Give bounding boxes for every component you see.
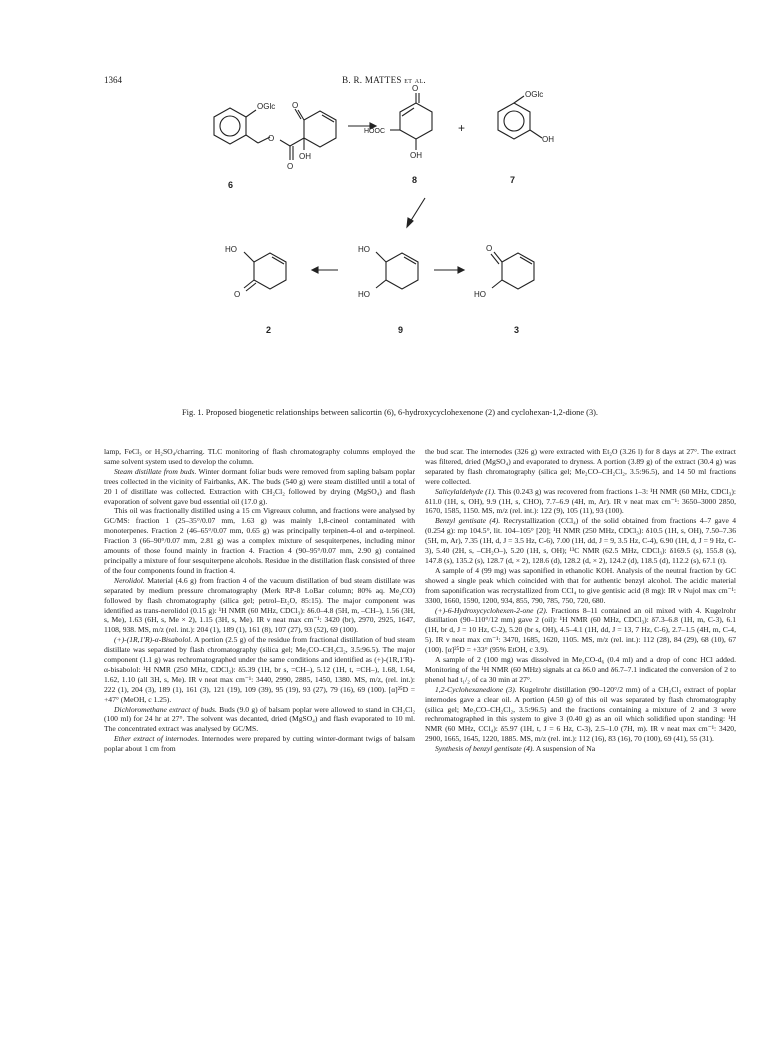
section-paragraph (425, 516, 736, 566)
paragraph-text: Fractions 8–11 contained an oil mixed with 4. Kugelrohr distillation (90–110°/12 mm) gave 2 (oil): ¹H NMR (60 MHz, CDCl₃): δ7.3–6.8 (1H, m, C-3), 6.1 (1H, br d, J = 10 Hz, C-2), 5.20 (br s, OH), 4.5–4.1 (1H, dd, J = 13, 7 Hz, C-6), 2.7–1.5 (4H, m, C-4, 5). IR ν neat max cm⁻¹: 3470, 1685, 1620, 1105. MS, m/z (rel. int.): 112 (28), 84 (29), 68 (10), 67 (100). [α]²⁵D = +33° (95% EtOH, c 3.9). (425, 605, 737, 655)
bond-oh-3 (492, 280, 502, 288)
bond-ogic-6 (246, 110, 256, 117)
label-oh-6: OH (299, 152, 311, 161)
section-heading: (+)-6-Hydroxycyclohexen-2-one (2). (435, 605, 548, 615)
page-number: 1364 (104, 75, 122, 85)
bond-ketone-double-2 (246, 283, 256, 291)
cyclohexenone-ring-6 (304, 111, 336, 147)
cyclohexene-ring-9 (386, 253, 418, 289)
cyclohexenone-ring-2 (254, 253, 286, 289)
structure-6 (214, 108, 336, 160)
label-ester-o-6: O (268, 134, 275, 143)
paragraph-text: This (0.243 g) was recovered from fractions 1–3: ¹H NMR (60 MHz, CDCl₃): δ11.0 (1H, s, OH), 9.9 (1H, s, CHO), 7.7–6.9 (4H, m, Ar). IR ν neat max cm⁻¹: 3650–3000 2850, 1670, 1585, 1150. MS, m/z (rel. int.): 122 (9), 105 (11), 93 (100). (425, 486, 736, 516)
aromatic-circle-6 (220, 116, 240, 136)
label-ho-bottom-9: HO (358, 290, 370, 299)
paragraph-text: Material (4.6 g) from fraction 4 of the vacuum distillation of bud steam distillate was separated by medium pressure chromatography (Merk RP-8 LoBar column; 80% aq. Me₂CO) followed by flash chromatography (silica gel; petrol–Et₂O, 85:15). The major component was identified as trans-nerolidol (0.15 g): ¹H NMR (60 MHz, CDCl₃): δ6.0–4.8 (5H, m, –CH–), 1.56 (3H, s, Me), 1.63 (6H, s, Me × 2), 1.15 (3H, s, Me). IR ν neat max cm⁻¹: 3420 (br), 2970, 2925, 1647, 1108, 938. MS, m/z (rel. int.): 204 (1), 189 (1), 161 (8), 107 (27), 93 (52), 69 (100). (104, 575, 415, 635)
bond-ester-6 (280, 140, 290, 146)
body-paragraph (425, 566, 736, 606)
paragraph-text: This oil was fractionally distilled using a 15 cm Vigreaux column, and fractions were analysed by GC/MS: fraction 1 (25–35°/0.07 mm, 1.63 g) was mainly 1,8-cineol contaminated with monoterpenes. Fraction 2 (46–65°/0.07 mm, 0.65 g) was principally terpinen-4-ol and α-terpineol. Fraction 3 (66–90°/0.07 mm, 2.81 g) was a complex mixture of sesquiterpenes, including minor amounts of those found mainly in fraction 4. Fraction 4 (90–95°/0.07 mm, 2.90 g) contained principally a mixture of four sesquiterpene alcohols. Residue in the distillation flask consisted of three of the four components found in fraction 4. (104, 506, 415, 575)
left-text-column (104, 447, 415, 754)
paragraph-text: A sample of 4 (99 mg) was saponified in ethanolic KOH. Analysis of the neutral fraction by GC showed a single peak which coincided with that for authentic benzyl alcohol. The acidic material from saponification was recrystallized from CCl₄ to give gentisic acid (8 mg): IR ν Nujol max cm⁻¹: 3300, 1660, 1590, 1200, 934, 855, 790, 785, 750, 720, 680. (425, 565, 736, 605)
structure-8 (390, 93, 432, 150)
section-paragraph (104, 576, 415, 635)
label-o-8: O (412, 84, 419, 93)
figure-caption: Fig. 1. Proposed biogenetic relationships between salicortin (6), 6-hydroxycyclohexenone (2) and cyclohexan-1,2-dione (3). (181, 408, 599, 417)
section-paragraph (425, 487, 736, 517)
bond-ch2-6 (246, 135, 258, 143)
label-o-6: O (292, 101, 299, 110)
section-paragraph (425, 606, 736, 656)
structure-7 (498, 96, 542, 139)
bond-oh-top-9 (376, 252, 386, 262)
label-o-2: O (234, 290, 241, 299)
section-heading: Ether extract of internodes. (114, 734, 200, 744)
bond-ketone-2 (244, 280, 254, 288)
bond-ch2-7 (530, 130, 542, 138)
paragraph-text: Buds (9.0 g) of balsam poplar were allowed to stand in CH₂Cl₂ (100 ml) for 24 hr at 27°. The solvent was decanted, dried (MgSO₄) and flash evaporated to 10 ml. The concentrated extract was analysed by GC/MS. (104, 704, 415, 734)
bond-ketone-3 (494, 252, 502, 262)
section-heading: Steam distillate from buds. (114, 466, 197, 476)
paragraph-text: A portion (2.5 g) of the residue from fractional distillation of bud steam distillate was separated by flash chromatography (silica gel; Me₂CO–CH₂Cl₂, 3.5:96.5). The major component (1.1 g) was rechromatographed under the same conditions and identified as (+)-(1R,1′R)-α-bisabolol: ¹H NMR (250 MHz, CDCl₃): δ5.39 (1H, br s, =CH–), 5.12 (1H, t, =CH–), 1.68, 1.64, 1.62, 1.10 (all 3H, s, Me). IR ν neat max cm⁻¹: 3440, 2990, 2885, 1450, 1380. MS, m/z, (rel. int.): 222 (1), 204 (3), 189 (1), 161 (3), 121 (19), 109 (39), 95 (19), 93 (27), 79 (16), 69 (100). [α]²⁵D = +47° (MeOH, c 1.25). (104, 635, 415, 704)
section-paragraph (425, 685, 736, 744)
paragraph-text: Winter dormant foliar buds were removed from sapling balsam poplar trees collected in the vicinity of Fairbanks, AK. The buds (540 g) were steam distilled until a total of 20 l of distillate was collected. Extraction with CH₂Cl₂ followed by drying (MgSO₄) and flash evaporation of solvent gave bud essential oil (17.0 g). (104, 466, 415, 506)
label-oh-8: OH (410, 151, 422, 160)
label-ho-2: HO (225, 245, 237, 254)
paragraph-text: A sample of 2 (100 mg) was dissolved in Me₂CO-d₆ (0.4 ml) and a drop of conc HCl added. Monitoring of the ¹H NMR (60 MHz) signals at ca δ6.0 and δ6.7–7.1 indicated the conversion of 2 to phenol had t₁/₂ of ca 30 min at 27°. (425, 655, 736, 684)
label-ogic-6: OGlc (257, 102, 276, 111)
section-heading: 1,2-Cyclohexanedione (3). (435, 684, 517, 694)
compound-number-6: 6 (228, 180, 234, 190)
bond-ogic-7 (514, 96, 524, 103)
structure-9 (376, 252, 418, 289)
compound-number-8: 8 (412, 175, 418, 185)
label-carbonyl-o-6: O (287, 162, 294, 171)
benzene-ring-6 (214, 108, 246, 144)
right-text-column (425, 447, 736, 754)
arrowhead-9-to-3 (458, 267, 464, 273)
structure-3 (491, 252, 534, 289)
section-heading: (+)-(1R,1′R)-α-Bisabolol. (114, 635, 193, 645)
benzene-ring-7 (498, 103, 530, 139)
running-header-authors: B. R. MATTES et al. (342, 75, 426, 85)
paragraph-text: Recrystallization (CCl₄) of the solid obtained from fractions 4–7 gave 4 (0.254 g): mp 104.5°, lit. 104–105° [20]; ¹H NMR (250 MHz, CDCl₃): δ10.5 (1H, s, OH), 7.50–7.36 (5H, m, Ar), 7.35 (1H, d, J = 3.5 Hz, C-6), 7.00 (1H, dd, J = 9, 3.5 Hz, C-4), 6.90 (1H, d, J = 9 Hz, C-3), 5.40 (2H, s, –CH₂O–), 5.20 (1H, s, OH); ¹³C NMR (62.5 MHz, CDCl₃): δ169.5 (s), 155.8 (s), 147.8 (s), 135.2 (s), 128.7 (d, × 2), 128.6 (d), 128.2 (d, × 2), 124.2 (d), 118.5 (d), 112.2 (s), 67.1 (t). (425, 516, 736, 565)
section-paragraph (104, 705, 415, 735)
arrow-8-to-9 (410, 198, 425, 222)
section-paragraph (104, 467, 415, 507)
body-paragraph (425, 655, 736, 685)
structure-2 (244, 252, 286, 291)
bond-oh-bottom-9 (376, 280, 386, 288)
aromatic-circle-7 (504, 111, 524, 131)
arrowhead-9-to-2 (312, 267, 318, 273)
compound-number-2: 2 (266, 325, 272, 335)
plus-sign: + (458, 121, 466, 135)
biogenetic-scheme-figure (0, 0, 768, 400)
body-paragraph (425, 447, 736, 487)
section-heading: Synthesis of benzyl gentisate (4). (435, 744, 535, 754)
cyclohexenone-ring-3 (502, 253, 534, 289)
compound-number-7: 7 (510, 175, 516, 185)
paragraph-text: Kugelrohr distillation (90–120°/2 mm) of a CH₂Cl₂ extract of poplar internodes gave a clear oil. A portion (4.50 g) of this oil was separated by flash chromatography (silica gel; Me₂CO–CH₂Cl₂, 3.5:96.5) and the fractions containing a mixture of 2 and 3 were rechromatographed in this system to give 3 (0.40 g) as an oil which solidified upon standing: ¹H NMR (60 MHz, CCl₄): δ5.97 (1H, t, J = 6 Hz, C-3), 2.5–1.0 (7H, m). IR ν neat max cm⁻¹: 3420, 2900, 1665, 1645, 1220, 1885. MS, m/z (rel. int.): 112 (16), 83 (16), 70 (100), 69 (41), 55 (31). (425, 684, 736, 744)
ring-double-bond-8 (402, 108, 414, 116)
paragraph-text: Internodes were prepared by cutting winter-dormant twigs of balsam poplar about 1 cm from (104, 734, 415, 754)
cyclohexenone-ring-8 (400, 103, 432, 139)
label-ho-top-9: HO (358, 245, 370, 254)
paragraph-text: lamp, FeCl₃ or H₂SO₄/charring. TLC monitoring of flash chromatography columns employed the same solvent system used to develop the column. (104, 447, 415, 466)
label-hooc-8: HOOC (364, 128, 385, 135)
paragraph-text: A suspension of Na (534, 744, 596, 754)
body-paragraph (104, 447, 415, 467)
section-heading: Dichloromethane extract of buds. (114, 704, 217, 714)
bond-ketone-double-3 (491, 254, 499, 264)
section-paragraph (104, 635, 415, 704)
section-paragraph (425, 744, 736, 754)
section-heading: Benzyl gentisate (4). (435, 516, 501, 526)
bond-oh-2 (244, 252, 254, 262)
compound-number-9: 9 (398, 325, 404, 335)
bond-ring-link-6 (290, 138, 304, 146)
label-ogic-7: OGlc (525, 90, 544, 99)
section-paragraph (104, 734, 415, 754)
body-paragraph (104, 506, 415, 575)
paragraph-text: the bud scar. The internodes (326 g) were extracted with Et₂O (3.26 l) for 8 days at 27°. The extract was filtered, dried (MgSO₄) and evaporated to dryness. A portion (3.89 g) of the extract (30.4 g) was separated by flash chromatography (silica gel; Me₂CO–CH₂Cl₂, 3.5:96.5), and 14 50 ml fractions were collected. (425, 447, 736, 486)
label-o-3: O (486, 244, 493, 253)
section-heading: Salicylaldehyde (1). (435, 486, 496, 496)
label-oh-7: OH (542, 135, 554, 144)
section-heading: Nerolidol. (114, 575, 145, 585)
label-ho-3: HO (474, 290, 486, 299)
compound-number-3: 3 (514, 325, 520, 335)
